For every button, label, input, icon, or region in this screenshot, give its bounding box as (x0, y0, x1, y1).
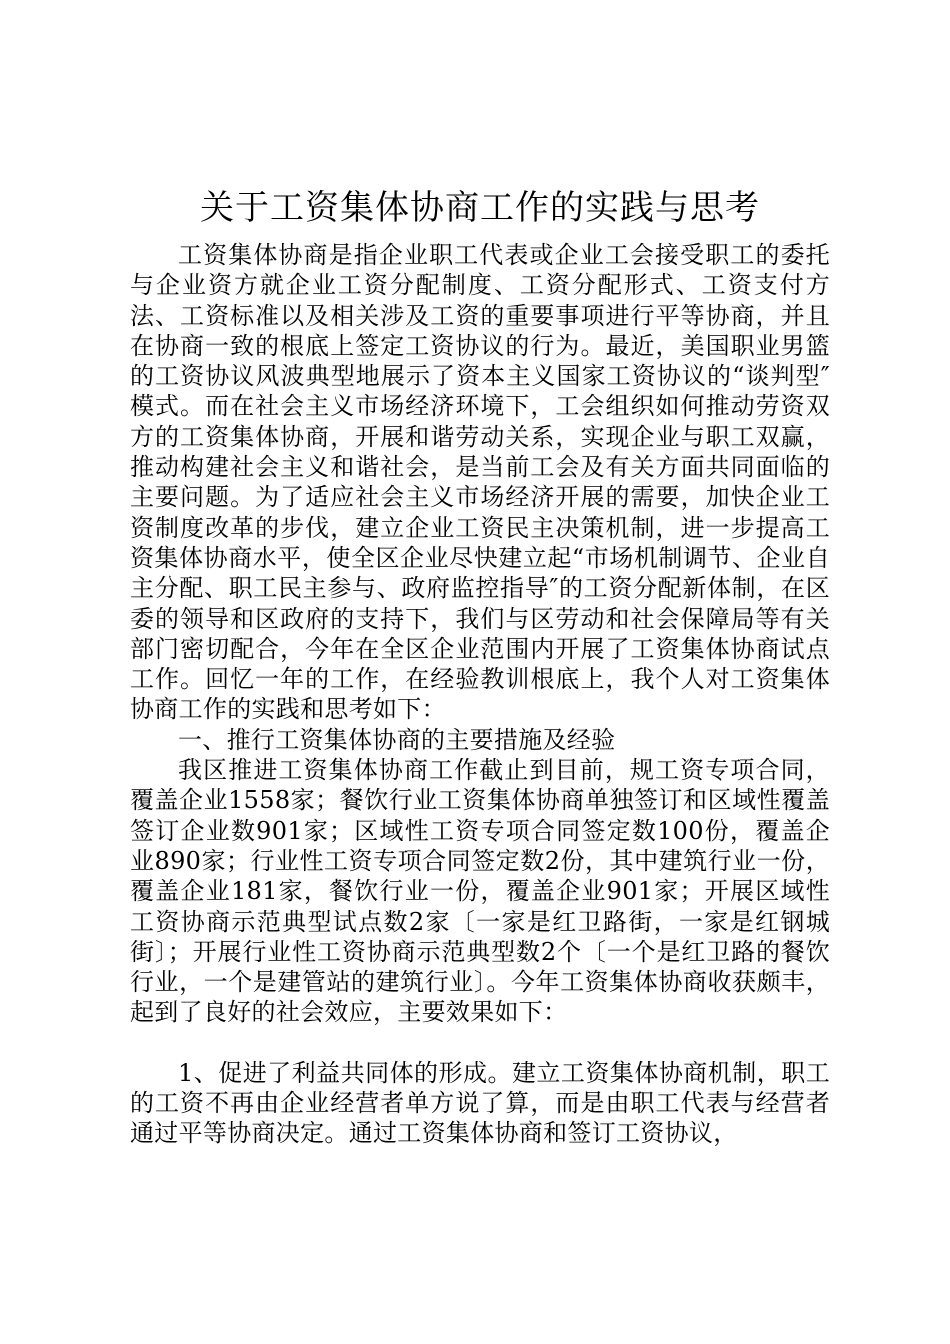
document-page (130, 180, 830, 1149)
section-heading: 一、推行工资集体协商的主要措施及经验 (178, 725, 616, 754)
point-paragraph: 1、促进了利益共同体的形成。建立工资集体协商机制，职工的工资不再由企业经营者单方说了算，而是由职工代表与经营者通过平等协商决定。通过工资集体协商和签订工资协议， (130, 1058, 830, 1148)
section-paragraph: 我区推进工资集体协商工作截止到目前，规工资专项合同，覆盖企业1558家；餐饮行业工资集体协商单独签订和区域性覆盖签订企业数901家；区域性工资专项合同签定数100份，覆盖企业890家；行业性工资专项合同签定数2份，其中建筑行业一份，覆盖企业181家，餐饮行业一份，覆盖企业901家；开展区域性工资协商示范典型试点数2家〔一家是红卫路街，一家是红钢城街〕；开展行业性工资协商示范典型数2个〔一个是红卫路的餐饮行业，一个是建管站的建筑行业〕。今年工资集体协商收获颇丰，起到了良好的社会效应，主要效果如下： (130, 756, 830, 1027)
document-title: 关于工资集体协商工作的实践与思考 (200, 188, 760, 228)
intro-paragraph: 工资集体协商是指企业职工代表或企业工会接受职工的委托与企业资方就企业工资分配制度、工资分配形式、工资支付方法、工资标准以及相关涉及工资的重要事项进行平等协商，并且在协商一致的根底上签定工资协议的行为。最近，美国职业男篮的工资协议风波典型地展示了资本主义国家工资协议的“谈判型″模式。而在社会主义市场经济环境下，工会组织如何推动劳资双方的工资集体协商，开展和谐劳动关系，实现企业与职工双赢，推动构建社会主义和谐社会，是当前工会及有关方面共同面临的主要问题。为了适应社会主义市场经济开展的需要，加快企业工资制度改革的步伐，建立企业工资民主决策机制，进一步提高工资集体协商水平，使全区企业尽快建立起“市场机制调节、企业自主分配、职工民主参与、政府监控指导″的工资分配新体制，在区委的领导和区政府的支持下，我们与区劳动和社会保障局等有关部门密切配合，今年在全区企业范围内开展了工资集体协商试点工作。回忆一年的工作，在经验教训根底上，我个人对工资集体协商工作的实践和思考如下： (130, 241, 830, 724)
